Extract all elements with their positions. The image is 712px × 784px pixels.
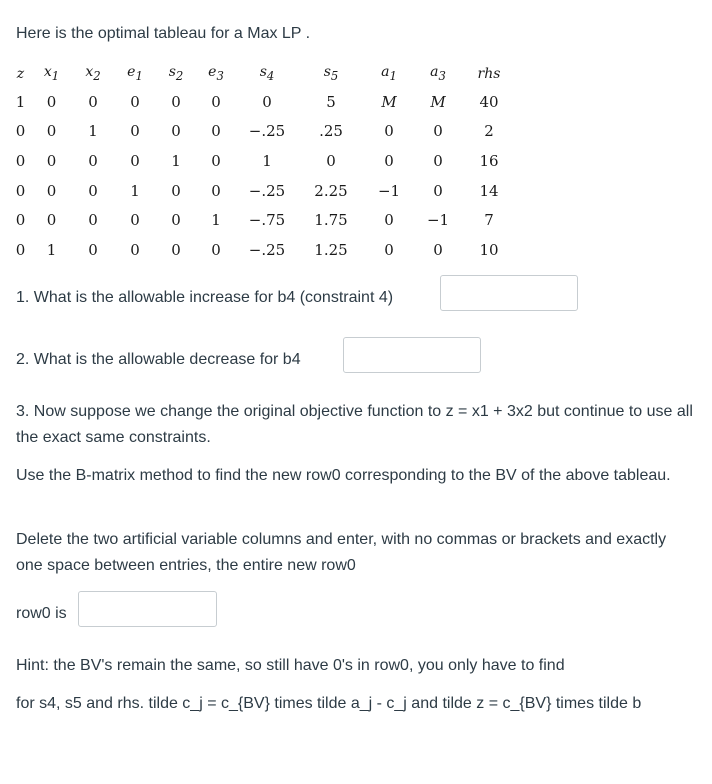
tableau-cell: 0 — [15, 122, 26, 141]
tableau-row — [10, 176, 516, 206]
tableau-cell: 0 — [211, 92, 221, 111]
tableau-cell: 14 — [479, 181, 499, 200]
tableau-cell: 0 — [211, 240, 221, 259]
tableau-cell: −.25 — [248, 122, 286, 141]
tableau-cell: 0 — [171, 181, 181, 200]
tableau-cell: 1 — [88, 122, 98, 141]
tableau-cell: −1 — [377, 181, 401, 200]
row0-instruction: Delete the two artificial variable columns and enter, with no commas or brackets and exactly one space between entries, the entire new row0 — [16, 531, 667, 574]
tableau-cell: 40 — [479, 92, 499, 111]
tableau-cell: 1 — [130, 181, 140, 200]
col-header: x — [43, 64, 52, 81]
tableau-cell: 0 — [88, 240, 98, 259]
tableau-cell: 0 — [171, 240, 181, 259]
tableau-cell: 0 — [211, 151, 221, 170]
tableau-cell: 0 — [211, 122, 221, 141]
tableau-cell: 0 — [211, 181, 221, 200]
tableau-cell: 1 — [171, 151, 181, 170]
tableau-cell: 5 — [326, 92, 336, 111]
tableau-cell: 0 — [433, 240, 443, 259]
tableau-cell: 0 — [262, 92, 272, 111]
tableau-cell: 0 — [171, 122, 181, 141]
question-2-label: 2. What is the allowable decrease for b4 — [16, 351, 301, 368]
tableau-cell: −.25 — [248, 240, 286, 259]
tableau-row — [10, 87, 516, 117]
tableau-cell: 0 — [433, 122, 443, 141]
col-header: z — [16, 65, 25, 82]
col-header: $x_1$ — [43, 64, 60, 83]
tableau-row — [10, 117, 516, 147]
tableau-cell: 0 — [171, 211, 181, 230]
tableau-header-row — [10, 60, 516, 87]
tableau-cell: 0 — [130, 92, 140, 111]
row0-label: row0 is — [16, 605, 67, 622]
tableau-cell: 16 — [479, 151, 499, 170]
tableau-cell: 0 — [326, 151, 336, 170]
tableau-cell: 7 — [484, 211, 494, 230]
col-header: $x_2$ — [85, 64, 101, 83]
tableau-cell: −.75 — [248, 211, 286, 230]
tableau-row — [10, 235, 516, 265]
tableau-cell: 0 — [46, 211, 57, 230]
tableau-cell: 0 — [15, 151, 26, 170]
question-3-text: 3. Now suppose we change the original objective function to z = x1 + 3x2 but continue to use all the exact same constraints. — [16, 403, 693, 446]
col-header: $s_5$ — [323, 64, 339, 83]
tableau-cell: 1.75 — [314, 211, 348, 230]
tableau-cell: 2.25 — [314, 181, 348, 200]
tableau-cell: −1 — [426, 211, 450, 230]
tableau-cell: 0 — [384, 122, 394, 141]
hint-text: Hint: the BV's remain the same, so still have 0's in row0, you only have to find — [16, 657, 565, 674]
tableau-cell: 0 — [130, 122, 140, 141]
allowable-increase-input[interactable] — [440, 275, 578, 311]
tableau-cell: 0 — [46, 92, 57, 111]
tableau-cell: 0 — [88, 92, 98, 111]
tableau-cell: 1 — [262, 151, 272, 170]
tableau-cell: 0 — [46, 122, 57, 141]
tableau-cell: 1.25 — [314, 240, 348, 259]
tableau-cell: 0 — [15, 211, 26, 230]
tableau-row — [10, 146, 516, 176]
col-header: $e_3$ — [208, 64, 224, 83]
tableau-cell: −.25 — [248, 181, 286, 200]
col-header: $a_1$ — [381, 64, 397, 83]
tableau-cell: 0 — [46, 181, 57, 200]
col-header: $s_2$ — [168, 64, 184, 83]
tableau-cell: 0 — [88, 181, 98, 200]
tableau-cell: .25 — [319, 122, 343, 141]
tableau-cell: 0 — [384, 240, 394, 259]
tableau-cell: 0 — [15, 240, 26, 259]
tableau-cell: 0 — [15, 181, 26, 200]
tableau-cell: 1 — [211, 211, 221, 230]
col-header: $e_1$ — [127, 64, 143, 83]
col-header: $s_4$ — [259, 64, 275, 83]
tableau-cell: M — [430, 92, 446, 111]
tableau-cell: 0 — [171, 92, 181, 111]
tableau-cell: 2 — [484, 122, 494, 141]
tableau-cell: 0 — [433, 181, 443, 200]
tableau-row — [10, 205, 516, 235]
bmatrix-instruction: Use the B-matrix method to find the new row0 corresponding to the BV of the above tableau. — [16, 467, 671, 484]
simplex-tableau — [10, 60, 516, 265]
tableau-cell: 1 — [46, 240, 57, 259]
col-header: $a_3$ — [430, 64, 446, 83]
allowable-decrease-input[interactable] — [343, 337, 481, 373]
tableau-cell: M — [381, 92, 397, 111]
row0-input[interactable] — [78, 591, 217, 627]
col-header: rhs — [477, 65, 501, 82]
tableau-cell: 0 — [130, 240, 140, 259]
tableau-cell: 0 — [46, 151, 57, 170]
question-1-label: 1. What is the allowable increase for b4 (constraint 4) — [16, 289, 394, 306]
tableau-cell: 0 — [433, 151, 443, 170]
tableau-cell: 0 — [88, 211, 98, 230]
tableau-cell: 1 — [15, 92, 26, 111]
tableau-cell: 0 — [130, 151, 140, 170]
intro-text: Here is the optimal tableau for a Max LP . — [16, 25, 311, 42]
tableau-cell: 10 — [479, 240, 499, 259]
hint-formula: for s4, s5 and rhs. tilde c_j = c_{BV} times tilde a_j - c_j and tilde z = c_{BV} times tilde b — [16, 695, 642, 712]
tableau-cell: 0 — [384, 211, 394, 230]
tableau-cell: 0 — [88, 151, 98, 170]
tableau-cell: 0 — [384, 151, 394, 170]
tableau-cell: 0 — [130, 211, 140, 230]
